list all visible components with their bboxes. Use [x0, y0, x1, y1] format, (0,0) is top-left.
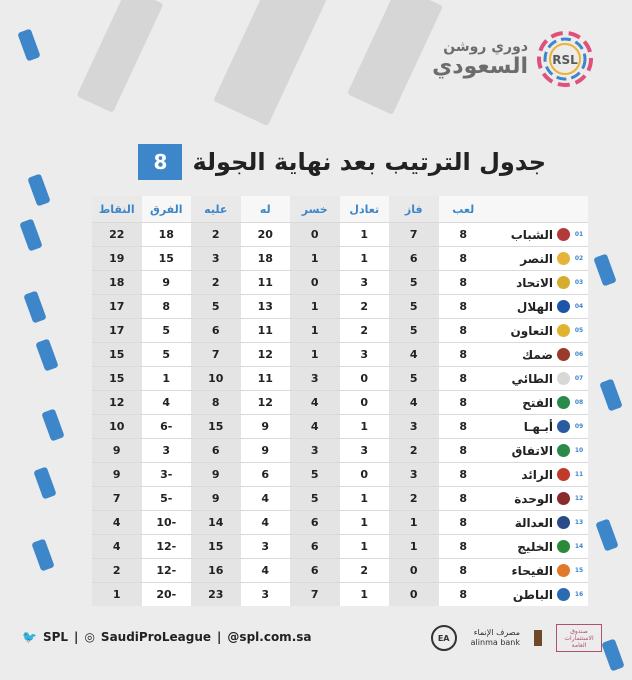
league-logo: [432, 30, 594, 88]
blue-stripe-deco: [593, 254, 616, 287]
team-crest-icon: [557, 348, 570, 361]
played-cell: 8: [459, 252, 468, 265]
team-name: الاتحاد: [516, 275, 553, 290]
title-row: [138, 144, 546, 180]
played-cell: 8: [459, 444, 468, 457]
draw-cell: 1: [360, 492, 369, 505]
for-cell: 9: [261, 444, 270, 457]
table-row: [92, 486, 588, 510]
team-crest-icon: [557, 228, 570, 241]
sponsor-logos: [431, 624, 602, 652]
table-body: [92, 222, 588, 606]
played-cell: 8: [459, 540, 468, 553]
draw-cell: 1: [360, 252, 369, 265]
team-name: الرائد: [521, 467, 553, 482]
lost-cell: 6: [290, 511, 340, 534]
rank-number: 01: [574, 231, 584, 238]
draw-cell: 2: [360, 324, 369, 337]
team-name: الهلال: [516, 299, 553, 314]
team-crest-icon: [557, 372, 570, 385]
blue-stripe-deco: [33, 467, 56, 500]
lost-cell: 1: [290, 319, 340, 342]
team-crest-icon: [557, 516, 570, 529]
against-cell: 5: [191, 295, 241, 318]
diff-cell: 8: [162, 300, 171, 313]
instagram-icon: ◎: [84, 630, 95, 644]
header-diff: الفرق: [150, 202, 183, 216]
for-cell: 6: [261, 468, 270, 481]
rank-number: 15: [574, 567, 584, 574]
team-crest-icon: [557, 420, 570, 433]
points-cell: 1: [92, 583, 142, 606]
team-cell: [488, 391, 588, 414]
header-won: فاز: [389, 196, 439, 222]
rank-number: 11: [574, 471, 584, 478]
points-cell: 17: [92, 295, 142, 318]
played-cell: 8: [459, 300, 468, 313]
rank-number: 03: [574, 279, 584, 286]
lost-cell: 1: [290, 247, 340, 270]
team-name: ضمك: [522, 347, 553, 362]
against-cell: 7: [191, 343, 241, 366]
for-cell: 12: [257, 396, 273, 409]
won-cell: 0: [389, 559, 439, 582]
league-name-line2: السعودي: [432, 53, 528, 79]
draw-cell: 0: [360, 372, 369, 385]
team-cell: [488, 439, 588, 462]
rank-number: 05: [574, 327, 584, 334]
header-for: له: [259, 202, 271, 216]
team-crest-icon: [557, 324, 570, 337]
table-row: [92, 534, 588, 558]
blue-stripe-deco: [19, 219, 42, 252]
draw-cell: 1: [360, 420, 369, 433]
rank-number: 12: [574, 495, 584, 502]
played-cell: 8: [459, 372, 468, 385]
points-cell: 12: [92, 391, 142, 414]
for-cell: 11: [257, 276, 273, 289]
lost-cell: 3: [290, 367, 340, 390]
draw-cell: 0: [360, 468, 369, 481]
header-lost: خسر: [290, 196, 340, 222]
against-cell: 15: [191, 415, 241, 438]
won-cell: 7: [389, 223, 439, 246]
draw-cell: 3: [360, 276, 369, 289]
rank-number: 10: [574, 447, 584, 454]
table-row: [92, 222, 588, 246]
won-cell: 5: [389, 319, 439, 342]
against-cell: 6: [191, 439, 241, 462]
table-row: [92, 366, 588, 390]
team-name: النصر: [520, 251, 553, 266]
for-cell: 13: [257, 300, 273, 313]
diff-cell: -12: [156, 540, 177, 553]
standings-table: [92, 196, 588, 606]
for-cell: 9: [261, 420, 270, 433]
points-cell: 4: [92, 511, 142, 534]
team-crest-icon: [557, 396, 570, 409]
played-cell: 8: [459, 492, 468, 505]
team-cell: [488, 415, 588, 438]
lost-cell: 4: [290, 391, 340, 414]
team-cell: [488, 271, 588, 294]
team-name: الفتح: [522, 395, 553, 410]
lost-cell: 0: [290, 223, 340, 246]
lost-cell: 6: [290, 535, 340, 558]
played-cell: 8: [459, 276, 468, 289]
blue-stripe-deco: [27, 174, 50, 207]
team-name: الوحدة: [514, 491, 553, 506]
against-cell: 6: [191, 319, 241, 342]
blue-stripe-deco: [17, 29, 40, 62]
points-cell: 19: [92, 247, 142, 270]
team-crest-icon: [557, 252, 570, 265]
lost-cell: 7: [290, 583, 340, 606]
pif-logo: صندوق الاستثمارات العامة: [556, 624, 602, 652]
draw-cell: 3: [360, 348, 369, 361]
team-name: الفيحاء: [511, 563, 553, 578]
team-crest-icon: [557, 300, 570, 313]
played-cell: 8: [459, 564, 468, 577]
team-cell: [488, 319, 588, 342]
diff-cell: 15: [158, 252, 174, 265]
points-cell: 7: [92, 487, 142, 510]
played-cell: 8: [459, 348, 468, 361]
rank-number: 16: [574, 591, 584, 598]
league-name-line1: دوري روشن: [443, 39, 528, 56]
team-name: الباطن: [512, 587, 553, 602]
team-cell: [488, 343, 588, 366]
header-team: [488, 196, 588, 222]
for-cell: 4: [261, 516, 270, 529]
for-cell: 11: [257, 324, 273, 337]
bank-name-en: alinma bank: [470, 638, 520, 647]
header-points: النقاط: [92, 196, 142, 222]
for-cell: 4: [261, 564, 270, 577]
against-cell: 14: [191, 511, 241, 534]
against-cell: 15: [191, 535, 241, 558]
rank-number: 06: [574, 351, 584, 358]
lost-cell: 5: [290, 487, 340, 510]
rank-number: 14: [574, 543, 584, 550]
lost-cell: 6: [290, 559, 340, 582]
blue-stripe-deco: [41, 409, 64, 442]
twitter-handle[interactable]: SPL: [42, 630, 69, 644]
team-crest-icon: [557, 540, 570, 553]
team-cell: [488, 247, 588, 270]
points-cell: 4: [92, 535, 142, 558]
twitter-icon: 🐦: [22, 630, 37, 644]
table-row: [92, 510, 588, 534]
grey-stripe-deco: [347, 0, 443, 115]
points-cell: 18: [92, 271, 142, 294]
won-cell: 2: [389, 439, 439, 462]
won-cell: 5: [389, 271, 439, 294]
header-played: لعب: [452, 202, 475, 216]
draw-cell: 2: [360, 300, 369, 313]
points-cell: 9: [92, 463, 142, 486]
lost-cell: 4: [290, 415, 340, 438]
footer-separator: |: [74, 630, 79, 644]
against-cell: 2: [191, 223, 241, 246]
draw-cell: 1: [360, 516, 369, 529]
won-cell: 6: [389, 247, 439, 270]
rank-number: 13: [574, 519, 584, 526]
lost-cell: 1: [290, 343, 340, 366]
against-cell: 10: [191, 367, 241, 390]
played-cell: 8: [459, 468, 468, 481]
round-number: 8: [138, 144, 182, 180]
points-cell: 15: [92, 367, 142, 390]
rsl-badge-text: RSL: [552, 53, 578, 67]
against-cell: 3: [191, 247, 241, 270]
team-crest-icon: [557, 468, 570, 481]
team-name: الاتفاق: [511, 443, 553, 458]
points-cell: 2: [92, 559, 142, 582]
draw-cell: 1: [360, 228, 369, 241]
played-cell: 8: [459, 516, 468, 529]
lost-cell: 3: [290, 439, 340, 462]
points-cell: 9: [92, 439, 142, 462]
table-row: [92, 414, 588, 438]
header-against: عليه: [191, 196, 241, 222]
team-crest-icon: [557, 444, 570, 457]
diff-cell: 1: [162, 372, 171, 385]
website-link[interactable]: @spl.com.sa: [227, 630, 312, 644]
table-row: [92, 462, 588, 486]
bank-name-ar: مصرف الإنماء: [473, 628, 520, 638]
rank-number: 07: [574, 375, 584, 382]
lost-cell: 1: [290, 295, 340, 318]
diff-cell: 5: [162, 324, 171, 337]
for-cell: 4: [261, 492, 270, 505]
team-name: التعاون: [510, 323, 553, 338]
table-row: [92, 294, 588, 318]
blue-stripe-deco: [35, 339, 58, 372]
team-name: العدالة: [514, 515, 553, 530]
rsl-badge-icon: [536, 30, 594, 88]
blue-stripe-deco: [595, 519, 618, 552]
won-cell: 1: [389, 511, 439, 534]
team-cell: [488, 223, 588, 246]
table-row: [92, 246, 588, 270]
draw-cell: 1: [360, 588, 369, 601]
against-cell: 2: [191, 271, 241, 294]
diff-cell: -20: [156, 588, 177, 601]
diff-cell: -3: [160, 468, 173, 481]
grey-stripe-deco: [77, 0, 164, 113]
blue-stripe-deco: [601, 639, 624, 672]
team-name: الخليج: [517, 539, 553, 554]
for-cell: 3: [261, 588, 270, 601]
for-cell: 3: [261, 540, 270, 553]
points-cell: 10: [92, 415, 142, 438]
against-cell: 8: [191, 391, 241, 414]
diff-cell: -5: [160, 492, 173, 505]
rank-number: 08: [574, 399, 584, 406]
table-row: [92, 342, 588, 366]
diff-cell: -6: [160, 420, 173, 433]
for-cell: 11: [257, 372, 273, 385]
against-cell: 16: [191, 559, 241, 582]
lost-cell: 0: [290, 271, 340, 294]
won-cell: 3: [389, 463, 439, 486]
won-cell: 2: [389, 487, 439, 510]
team-crest-icon: [557, 492, 570, 505]
for-cell: 18: [257, 252, 273, 265]
table-row: [92, 390, 588, 414]
points-cell: 15: [92, 343, 142, 366]
diff-cell: 9: [162, 276, 171, 289]
team-cell: [488, 583, 588, 606]
played-cell: 8: [459, 420, 468, 433]
draw-cell: 0: [360, 396, 369, 409]
lost-cell: 5: [290, 463, 340, 486]
diff-cell: -12: [156, 564, 177, 577]
page-title: جدول الترتيب بعد نهاية الجولة: [192, 148, 546, 176]
team-name: الطائي: [511, 371, 553, 386]
points-cell: 22: [92, 223, 142, 246]
league-name: [432, 40, 528, 78]
against-cell: 9: [191, 463, 241, 486]
blue-stripe-deco: [31, 539, 54, 572]
played-cell: 8: [459, 324, 468, 337]
for-cell: 12: [257, 348, 273, 361]
grey-stripe-deco: [213, 0, 327, 126]
table-row: [92, 270, 588, 294]
team-name: أبـهـا: [523, 419, 553, 434]
rank-number: 09: [574, 423, 584, 430]
against-cell: 9: [191, 487, 241, 510]
diff-cell: 4: [162, 396, 171, 409]
blue-stripe-deco: [23, 291, 46, 324]
won-cell: 3: [389, 415, 439, 438]
draw-cell: 1: [360, 540, 369, 553]
bank-mark-icon: [534, 630, 542, 646]
table-row: [92, 558, 588, 582]
table-header: [92, 196, 588, 222]
won-cell: 4: [389, 391, 439, 414]
alinma-bank-logo: [471, 628, 520, 647]
blue-stripe-deco: [599, 379, 622, 412]
diff-cell: 18: [158, 228, 174, 241]
played-cell: 8: [459, 588, 468, 601]
team-cell: [488, 559, 588, 582]
team-crest-icon: [557, 564, 570, 577]
team-cell: [488, 487, 588, 510]
team-name: الشباب: [510, 227, 553, 242]
rank-number: 04: [574, 303, 584, 310]
team-cell: [488, 295, 588, 318]
team-cell: [488, 535, 588, 558]
team-cell: [488, 463, 588, 486]
team-crest-icon: [557, 276, 570, 289]
draw-cell: 2: [360, 564, 369, 577]
diff-cell: 5: [162, 348, 171, 361]
social-footer: [22, 630, 312, 644]
played-cell: 8: [459, 396, 468, 409]
won-cell: 5: [389, 295, 439, 318]
against-cell: 23: [191, 583, 241, 606]
played-cell: 8: [459, 228, 468, 241]
team-cell: [488, 367, 588, 390]
draw-cell: 3: [360, 444, 369, 457]
ea-sports-logo: EA: [431, 625, 457, 651]
won-cell: 4: [389, 343, 439, 366]
header-draw: تعادل: [349, 202, 380, 216]
won-cell: 1: [389, 535, 439, 558]
won-cell: 5: [389, 367, 439, 390]
table-row: [92, 582, 588, 606]
footer-separator: |: [217, 630, 222, 644]
team-crest-icon: [557, 588, 570, 601]
for-cell: 20: [257, 228, 273, 241]
team-cell: [488, 511, 588, 534]
diff-cell: -10: [156, 516, 177, 529]
table-row: [92, 318, 588, 342]
rank-number: 02: [574, 255, 584, 262]
instagram-handle[interactable]: SaudiProLeague: [100, 630, 212, 644]
diff-cell: 3: [162, 444, 171, 457]
table-row: [92, 438, 588, 462]
won-cell: 0: [389, 583, 439, 606]
points-cell: 17: [92, 319, 142, 342]
